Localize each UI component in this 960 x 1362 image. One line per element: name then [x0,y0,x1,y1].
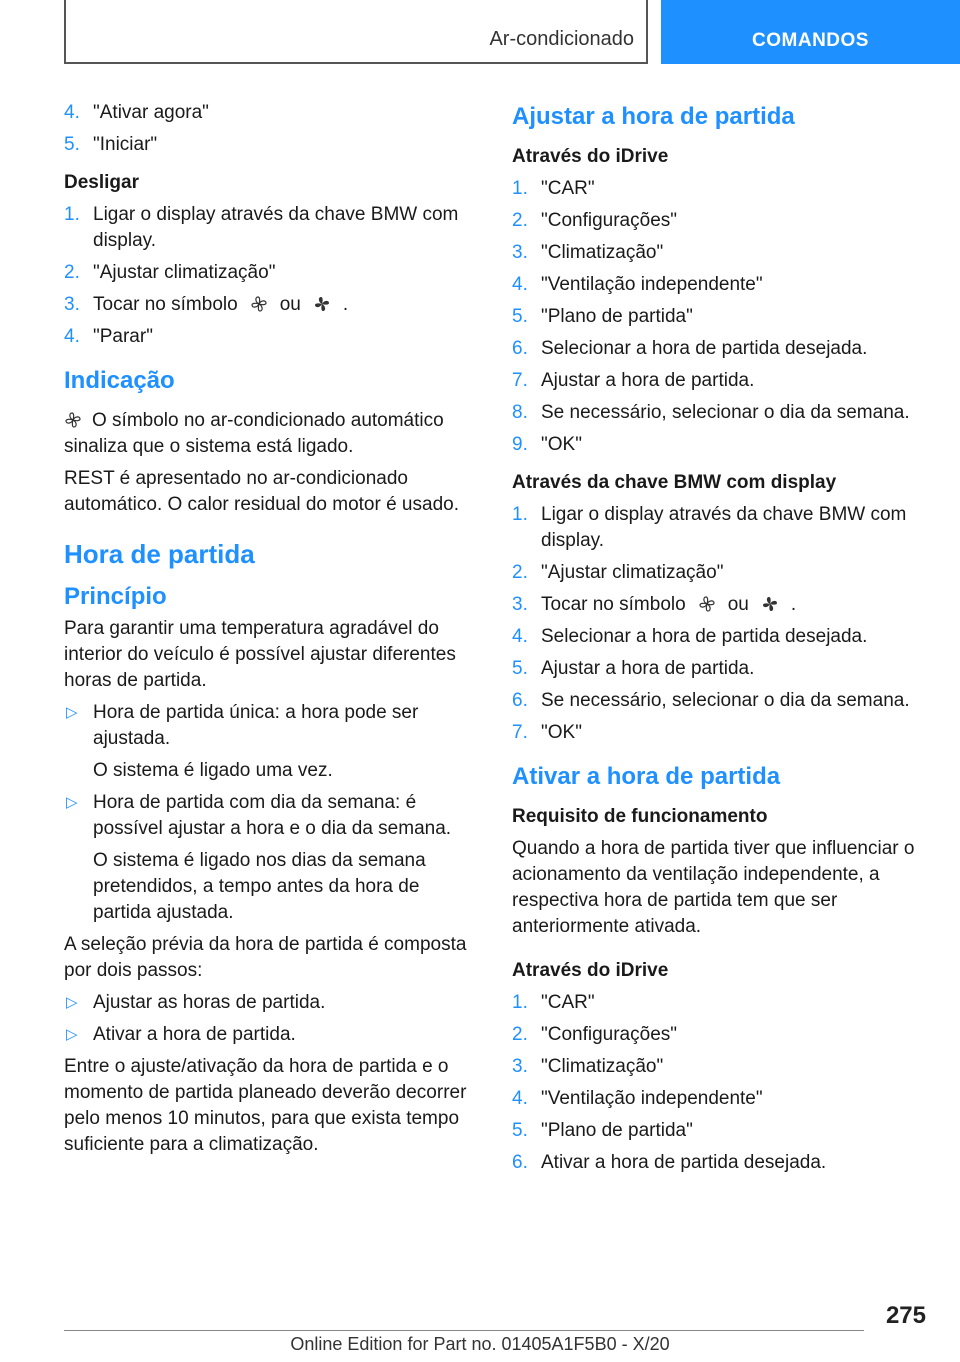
final-paragraph: Entre o ajuste/ativação da hora de partida e o momento de partida planeado deverão decorrer pelo menos 10 minutos, para que exista tempo suficiente para a climatização. [64,1056,467,1155]
selecao-paragraph: A seleção prévia da hora de partida é composta por dois passos: [64,934,467,981]
list-item: 4. "Ventilação independente" [512,1088,763,1109]
section-title: COMANDOS [752,30,869,51]
fan-outline-icon [698,595,716,613]
fan-outline-icon [250,295,268,313]
list-item: 2. "Ajustar climatização" [512,562,724,583]
indicacao-paragraph-1: O símbolo no ar-condicionado automático sinaliza que o sistema está ligado. [64,410,444,457]
requisito-paragraph: Quando a hora de partida tiver que influenciar o acionamento da ventilação independente, a respectiva hora de partida tem que ser anteriormente ativada. [512,838,915,937]
requisito-label: Requisito de funcionamento [512,806,768,827]
chapter-title: Ar-condicionado [489,28,634,50]
right-column [512,100,932,1182]
list-item: 5. "Plano de partida" [512,306,693,327]
fan-outline-icon [64,411,82,429]
list-item: 4. "Parar" [64,326,153,347]
list-item: 7. "OK" [512,722,582,743]
triangle-bullet-icon: ▷ [66,1026,78,1043]
list-item: 3. Tocar no símbolo ou . [64,294,349,315]
bullet-item: ▷ Hora de partida única: a hora pode ser ajustada. [66,702,419,749]
list-item: 6. Ativar a hora de partida desejada. [512,1152,827,1173]
page-number: 275 [885,1302,926,1329]
list-item: 1. "CAR" [512,178,595,199]
list-item: 3. "Climatização" [512,242,664,263]
list-item: 4. "Ventilação independente" [512,274,763,295]
list-item: 4. Selecionar a hora de partida desejada. [512,626,868,647]
list-item: 5. "Iniciar" [64,134,158,155]
indicacao-heading: Indicação [64,367,175,394]
indicacao-paragraph-2: REST é apresentado no ar-condicionado automático. O calor residual do motor é usado. [64,468,459,515]
list-item: 2. "Configurações" [512,210,678,231]
triangle-bullet-icon: ▷ [66,794,78,811]
bullet-item: ▷ Hora de partida com dia da semana: é possível ajustar a hora e o dia da semana. [66,792,452,839]
footer-divider [64,1330,864,1331]
bullet-subparagraph: O sistema é ligado nos dias da semana pretendidos, a tempo antes da hora de partida ajustada. [93,850,426,923]
list-item: 2. "Configurações" [512,1024,678,1045]
ajustar-heading: Ajustar a hora de partida [512,103,795,130]
list-item: 3. Tocar no símbolo ou . [512,594,797,615]
footer-edition: Online Edition for Part no. 01405A1F5B0 - X/20 [290,1334,670,1354]
principio-heading: Princípio [64,583,167,610]
list-item: 1. Ligar o display através da chave BMW com display. [64,204,459,251]
list-item: 8. Se necessário, selecionar o dia da semana. [512,402,910,423]
desligar-label: Desligar [64,172,139,193]
header-section-tab [661,0,960,64]
bullet-item: ▷ Ativar a hora de partida. [64,1022,480,1048]
fan-filled-icon [313,295,331,313]
list-item: 6. Selecionar a hora de partida desejada. [512,338,868,359]
idrive-label: Através do iDrive [512,146,669,167]
list-item: 5. Ajustar a hora de partida. [512,658,755,679]
bullet-subparagraph: O sistema é ligado uma vez. [93,760,333,781]
list-item: 9. "OK" [512,434,582,455]
list-item: 1. Ligar o display através da chave BMW com display. [512,504,907,551]
header-chapter-box [64,0,648,64]
ativar-heading: Ativar a hora de partida [512,763,781,790]
list-item: 7. Ajustar a hora de partida. [512,370,755,391]
chave-label: Através da chave BMW com display [512,472,837,493]
triangle-bullet-icon: ▷ [66,994,78,1011]
triangle-bullet-icon: ▷ [66,704,78,721]
fan-filled-icon [761,595,779,613]
principio-paragraph: Para garantir uma temperatura agradável do interior do veículo é possível ajustar diferentes horas de partida. [64,618,456,691]
bullet-item: ▷ Ajustar as horas de partida. [64,990,480,1016]
list-item: 6. Se necessário, selecionar o dia da semana. [512,690,910,711]
list-item: 3. "Climatização" [512,1056,664,1077]
idrive2-label: Através do iDrive [512,960,669,981]
list-item: 5. "Plano de partida" [512,1120,693,1141]
list-item: 2. "Ajustar climatização" [64,262,276,283]
list-item: 4. "Ativar agora" [64,102,209,123]
hora-de-partida-heading: Hora de partida [64,539,255,569]
left-column [64,100,480,1164]
list-item: 1. "CAR" [512,992,595,1013]
